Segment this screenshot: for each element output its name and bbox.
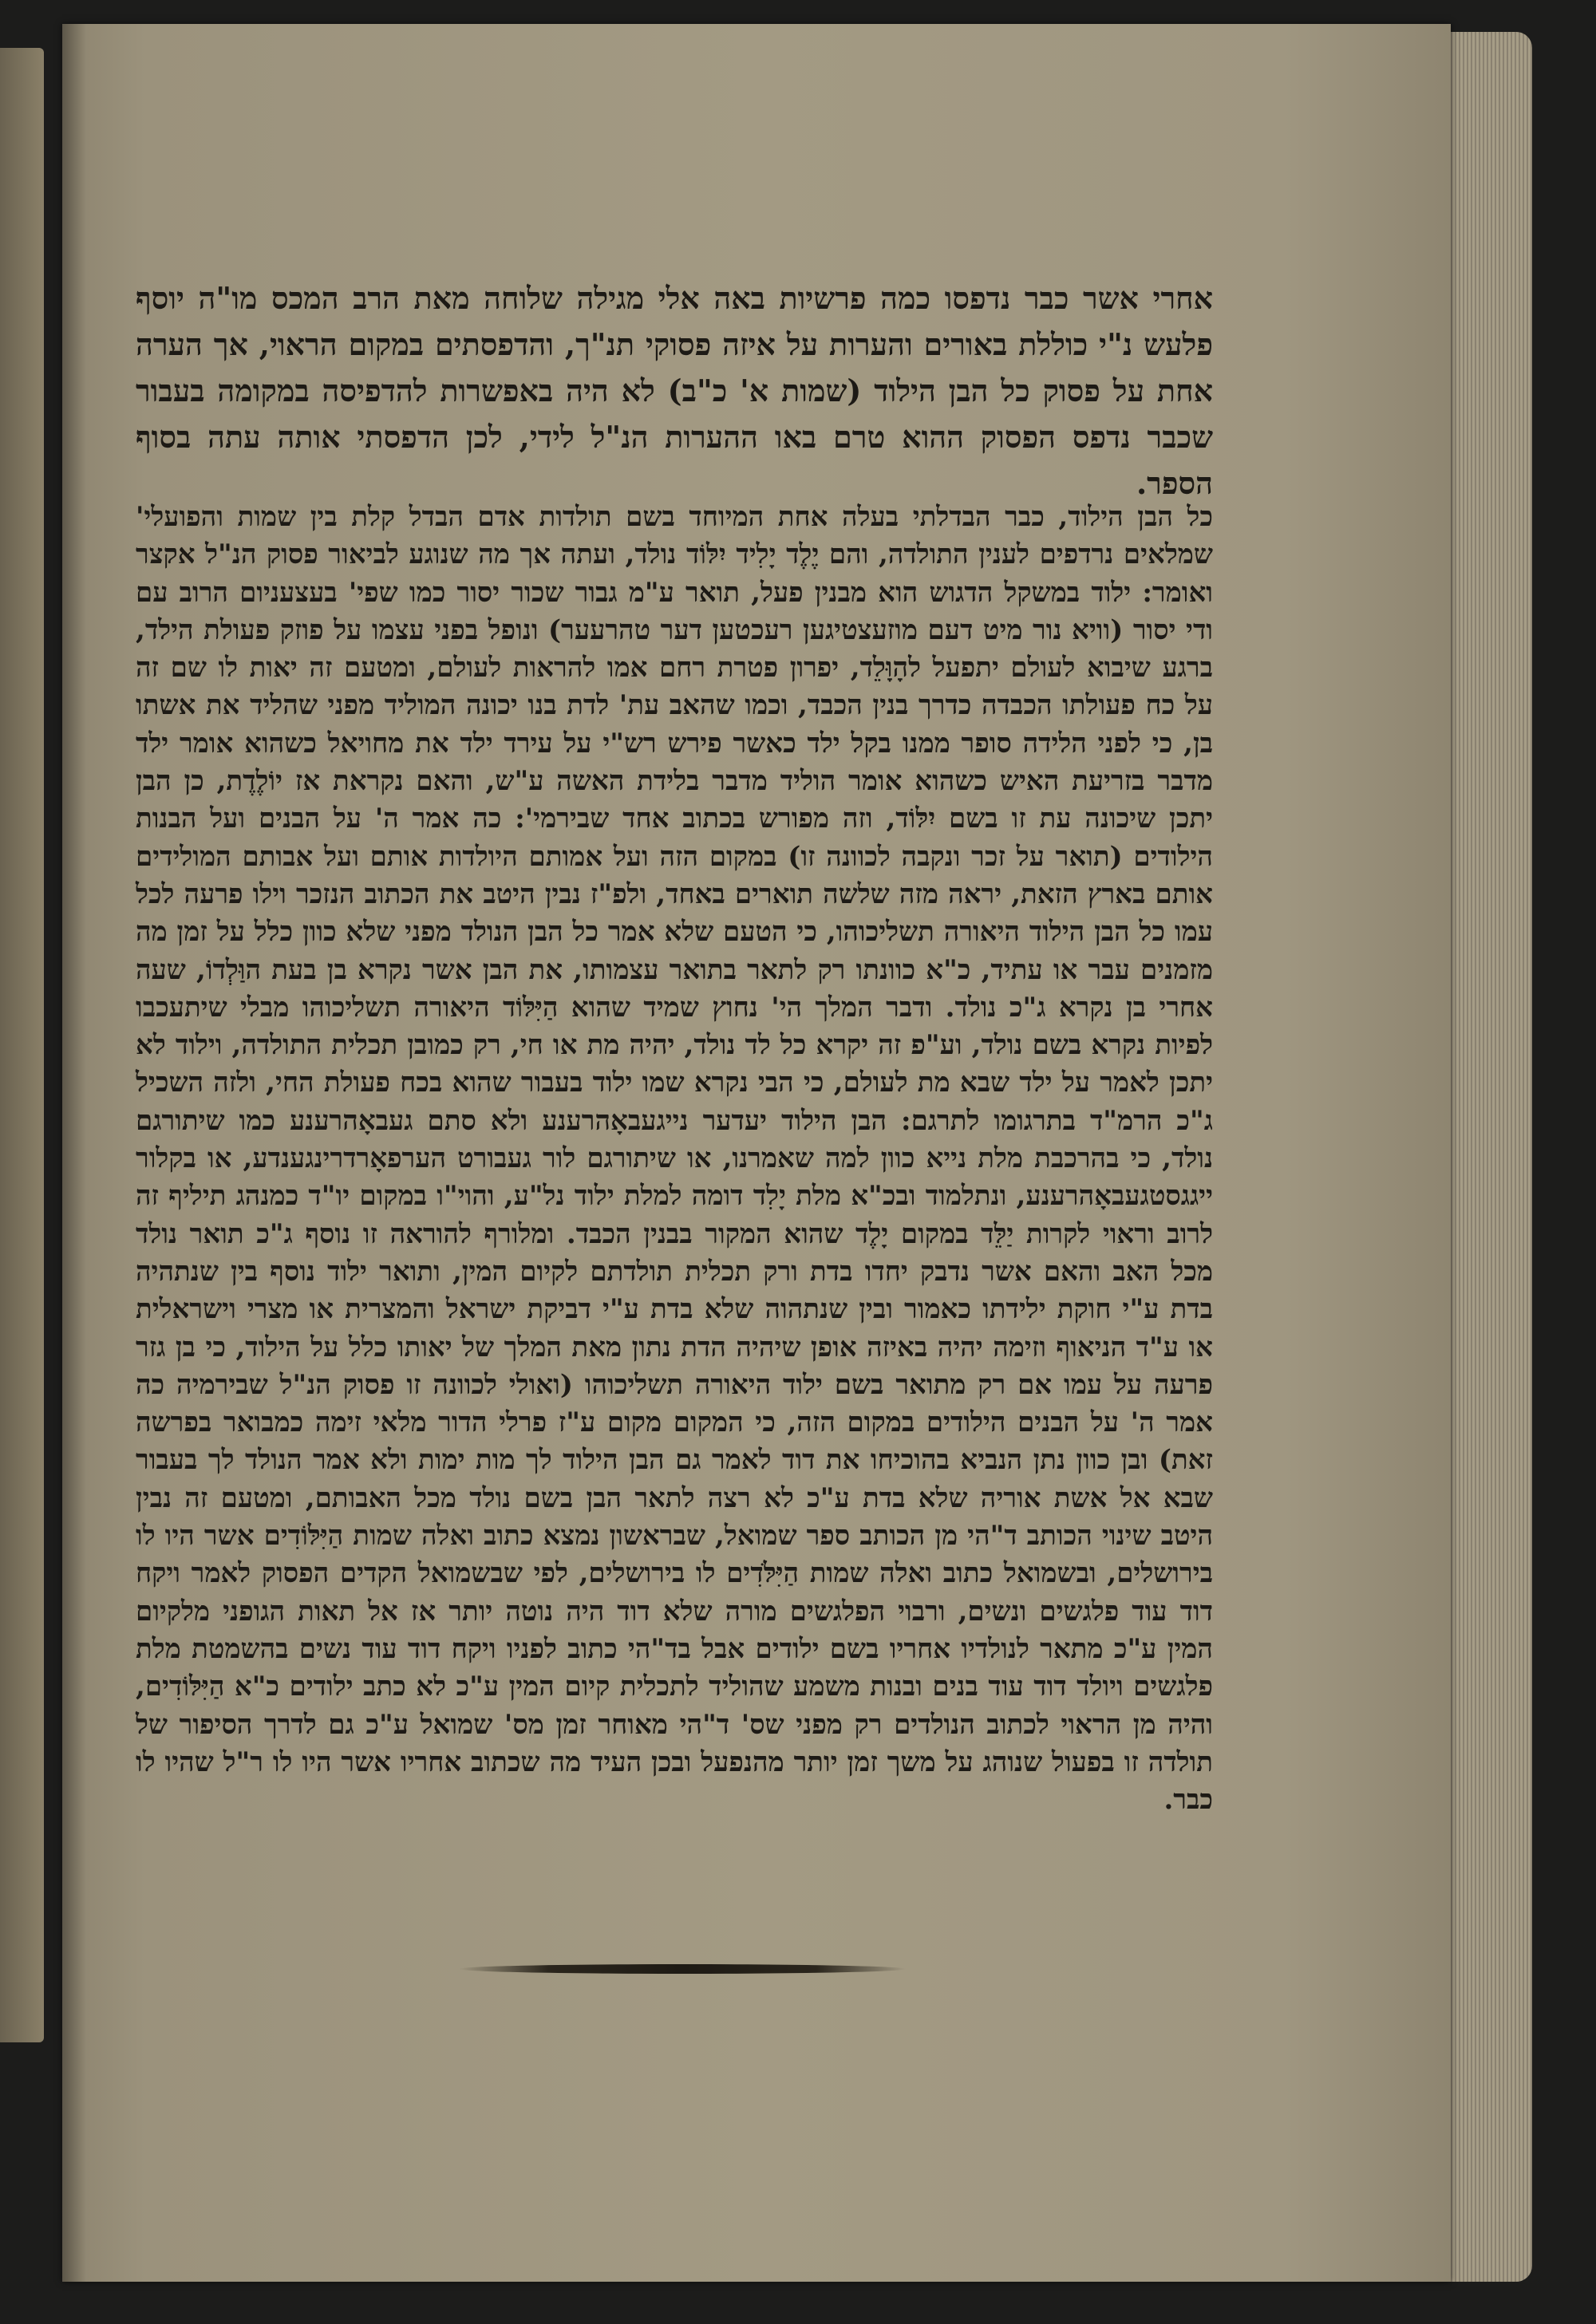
intro-text: אחרי אשר כבר נדפסו כמה פרשיות באה אלי מגילה שלוחה מאת הרב המכס מו"ה יוסף פלעש נ"י כוללת באורים והערות על איזה פסוקי תנ"ך, והדפסתים במקום הראוי, אך הערה אחת על פסוק כל הבן הילוד (שמות א' כ"ב) לא היה באפשרות להדפיסה במקומה בעבור שכבר נדפס הפסוק ההוא טרם באו ההערות הנ"ל לידי, לכן הדפסתי אותה עתה בסוף הספר.	[136, 280, 1213, 501]
closing-rule	[459, 1964, 906, 1974]
facing-page-edge	[0, 48, 44, 2042]
book-page-edges	[1436, 32, 1532, 2282]
main-text: כל הבן הילוד, כבר הבדלתי בעלה אחת המיוחד בשם תולדות אדם הבדל קלת בין שמות והפועלי' שמלאים נרדפים לענין התולדה, והם יֶלֶד יָלִיד יִלּוֹד נולד, ועתה אך מה שנוגע לביאור פסוק הנ"ל אקצר ואומר: ילוד במשקל הדגוש הוא מבנין פעל, תואר ע"מ גבור שכור יסור כמו שפי' בעצעניום הרוב עם ודי יסור (וויא נור מיט דעם מוזעצטיגען רעכטען דער טהרעער) ונופל בפני עצמו על פוזק פעולת הילד, ברגע שיבוא לעולם יתפעל להָוָּלֵד, יפרון פטרת רחם אמו להראות לעולם, ומטעם זה יאות לו שם זה על כח פעולתו הכבדה כדרך בנין הכבד, וכמו שהאב עת' לדת בנו יכונה המוליד מפני שהליד את אשתו בן, כי לפני הלידה סופר ממנו בקל ילד כאשר פירש רש"י על עירד ילד את מחויאל כשהוא אומר ילד מדבר בזריעת האיש כשהוא אומר הוליד מדבר בלידת האשה ע"ש, והאם נקראת אז יוֹלֶדֶת, כן הבן יתכן שיכונה עת זו בשם יִלּוֹד, וזה מפורש בכתוב אחד שבירמי': כה אמר ה' על הבנים ועל הבנות הילודים (תואר על זכר ונקבה לכוונה זו) במקום הזה ועל אמותם היולדות אותם ועל אבותם המולידים אותם בארץ הזאת, יראה מזה שלשה תוארים באחד, ולפ"ז נבין היטב את הכתוב הנזכר וילו פרעה לכל עמו כל הבן הילוד היאורה תשליכוהו, כי הטעם שלא אמר כל הבן הנולד מפני שלא כוון כלל על זמן מה מזמנים עבר או עתיד, כ"א כוונתו רק לתאר בתואר עצמותו, את הבן אשר נקרא בן בעת הוַּלְדוֹ, שעה אחרי בן נקרא ג"כ נולד. ודבר המלך הי' נחוץ שמיד שהוא הַיִּלּוֹד היאורה תשליכוהו מבלי שיתעכבו לפיות נקרא בשם נולד, וע"פ זה יקרא כל לד נולד, יהיה מת או חי, רק כמובן תכלית התולדה, וילוד לא יתכן לאמר על ילד שבא מת לעולם, כי הבי נקרא שמו ילוד בעבור שהוא בכח פעולת החי, ולזה השכיל ג"כ הרמ"ד בתרגומו לתרגם: הבן הילוד יעדער נייגעבאָהרענע ולא סתם געבאָהרענע כמו שיתורגם נולד, כי בהרכבת מלת נייא כוון למה שאמרנו, או שיתורגם לור געבורט הערפאָרדרינגענדע, או בקלור ייגגסטגעבאָהרענע, ונתלמוד ובכ"א מלת יָלִד דומה למלת ילוד נל"ע, והוי"ו במקום יו"ד כמנהג תיליף זה לרוב וראוי לקרות יַלֵּד במקום יָלֶד שהוא המקור בבנין הכבד. ומלורף להוראה זו נוסף ג"כ תואר נולד מכל האב והאם אשר נדבק יחדו בדת ורק תכלית תולדתם לקיום המין, ותואר ילוד נוסף בין שנתהיה בדת ע"י חוקת ילידתו כאמור ובין שנתהוה שלא בדת ע"י דביקת ישראל והמצרית או מצרי וישראלית או ע"ד הניאוף וזימה יהיה באיזה אופן שיהיה הדת נתון מאת המלך של יאותו כלל על הילוד, כי בן גזר פרעה על עמו אם רק מתואר בשם ילוד היאורה תשליכוהו (ואולי לכוונה זו פסוק הנ"ל שבירמיה כה אמר ה' על הבנים הילודים במקום הזה, כי המקום מקום ע"ז פרלי הדור מלאי זימה כמבואר בפרשה זאת) ובן כוון נתן הנביא בהוכיחו את דוד לאמר גם הבן הילוד לך מות ימות ולא אמר הנולד לך בעבור שבא אל אשת אוריה שלא בדת ע"כ לא רצה לתאר הבן בשם נולד מכל האבותם, ומטעם זה נבין היטב שינוי הכותב ד"הי מן הכותב ספר שמואל, שבראשון נמצא כתוב ואלה שמות הַיִּלּוֹדִים אשר היו לו בירושלים, ובשמואל כתוב ואלה שמות הַיִּלֹּדִים לו בירושלים, לפי שבשמואל הקדים הפסוק לאמר ויקח דוד עוד פלגשים ונשים, ורבוי הפלגשים מורה שלא דוד היה נוטה יותר אז אל תאות הגופני מלקיום המין ע"כ מתאר לנולדיו אחריו בשם ילודים אבל בד"הי כתוב לפניו ויקח דוד עוד נשים בהשמטת מלת פלגשים ויולד דוד עוד בנים ובנות משמע שהוליד לתכלית קיום המין ע"כ לא כתב ילודים כ"א הַיִּלּוֹדִים, והיה מן הראוי לכתוב הנולדים רק מפני שס' ד"הי מאוחר זמן מס' שמואל ע"כ גם לדרך הסיפור של תולדה זו בפעול שנוהג על משך זמן יותר מהנפעל ובכן העיד מה שכתוב אחריו אשר היו לו ר"ל שהיו לו כבר.	[136, 501, 1213, 1817]
main-paragraph	[136, 499, 1213, 1819]
intro-paragraph	[136, 275, 1213, 507]
spine-shadow	[62, 24, 86, 2282]
